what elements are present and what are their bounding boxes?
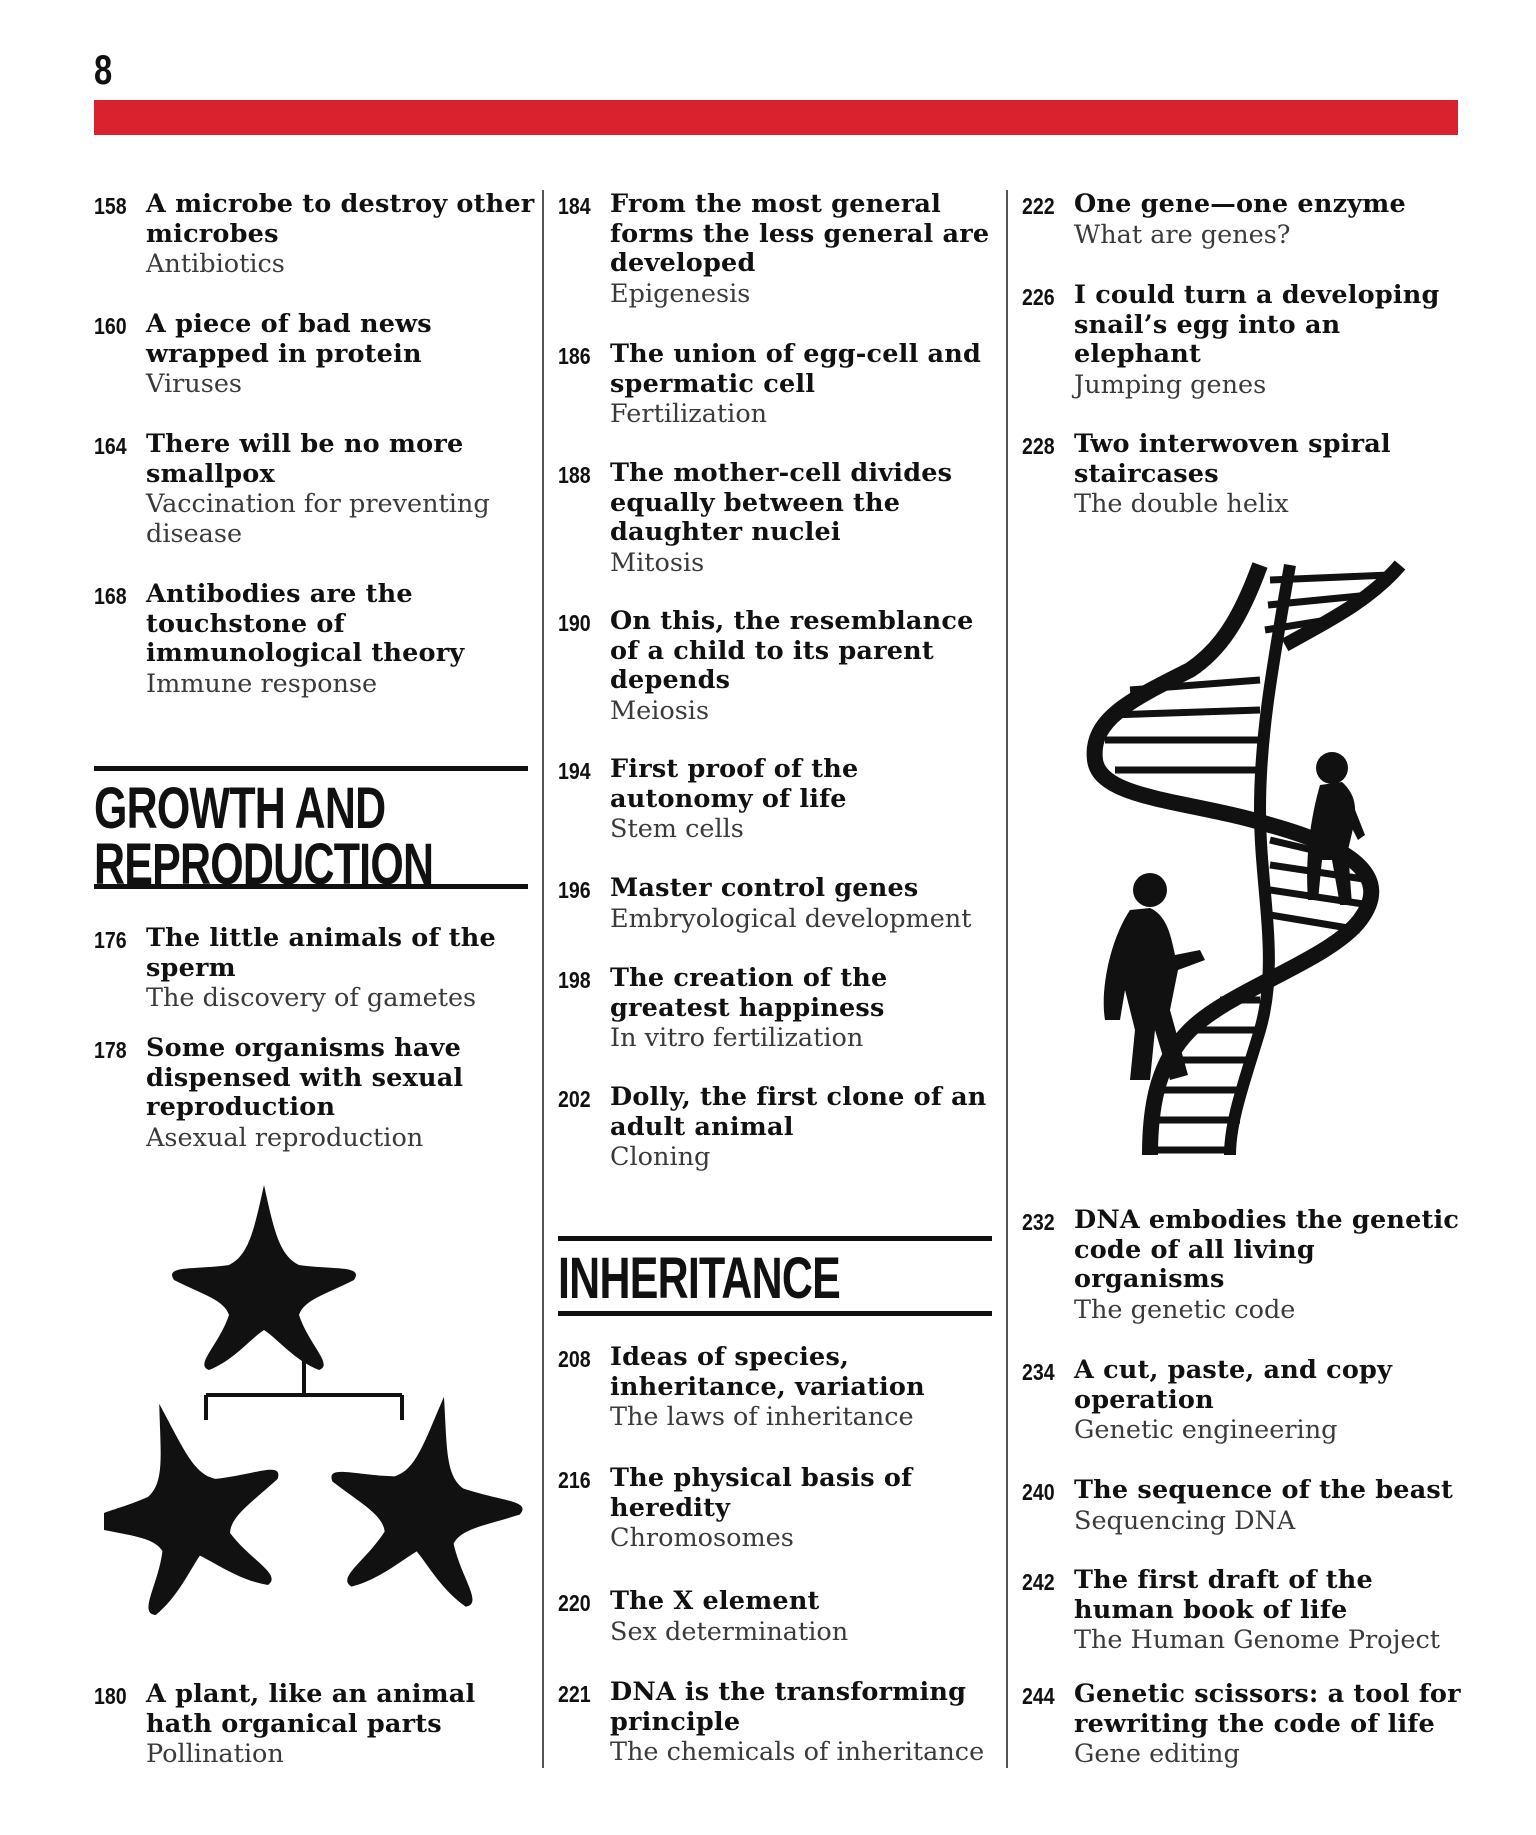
entry-title: The union of egg-cell and spermatic cell bbox=[610, 339, 982, 399]
entry-page-number: 186 bbox=[558, 343, 591, 369]
toc-entry[interactable] bbox=[558, 1678, 998, 1767]
entry-subtitle: Asexual reproduction bbox=[146, 1122, 424, 1153]
toc-entry[interactable] bbox=[1022, 1206, 1462, 1325]
entry-subtitle: Pollination bbox=[146, 1739, 284, 1769]
entry-subtitle: Epigenesis bbox=[610, 278, 751, 309]
entry-title: A cut, paste, and copy operation bbox=[1074, 1355, 1393, 1415]
entry-title: The first draft of the human book of life bbox=[1074, 1565, 1373, 1625]
toc-entry[interactable] bbox=[1022, 281, 1462, 400]
entry-subtitle: Cloning bbox=[610, 1142, 711, 1172]
entry-subtitle: Sex determination bbox=[610, 1616, 849, 1647]
entry-page-number: 226 bbox=[1022, 284, 1055, 310]
toc-entry[interactable] bbox=[94, 580, 534, 699]
entry-page-number: 208 bbox=[558, 1346, 591, 1372]
entry-title: A piece of bad news wrapped in protein bbox=[146, 309, 432, 369]
entry-page-number: 180 bbox=[94, 1683, 127, 1709]
toc-entry[interactable] bbox=[558, 340, 998, 429]
entry-subtitle: Vaccination for preventing disease bbox=[146, 489, 490, 549]
entry-title: Master control genes bbox=[610, 873, 919, 903]
entry-subtitle: Antibiotics bbox=[146, 249, 285, 279]
starfish-illustration bbox=[104, 1180, 524, 1630]
entry-title: Genetic scissors: a tool for rewriting the code of life bbox=[1074, 1679, 1461, 1739]
toc-entry[interactable] bbox=[94, 924, 534, 1013]
section-heading-growth-and-reproduction bbox=[94, 766, 528, 897]
entry-page-number: 240 bbox=[1022, 1479, 1055, 1505]
entry-page-number: 222 bbox=[1022, 193, 1055, 219]
header-red-bar bbox=[94, 100, 1458, 135]
toc-entry[interactable] bbox=[558, 964, 998, 1053]
toc-entry[interactable] bbox=[558, 1083, 998, 1172]
entry-title: Two interwoven spiral staircases bbox=[1074, 429, 1391, 489]
toc-entry[interactable] bbox=[1022, 190, 1462, 250]
entry-subtitle: In vitro fertilization bbox=[610, 1023, 864, 1053]
entry-page-number: 164 bbox=[94, 433, 127, 459]
entry-subtitle: Stem cells bbox=[610, 814, 744, 844]
column-divider bbox=[542, 190, 544, 1768]
entry-title: The X element bbox=[610, 1586, 820, 1616]
entry-title: First proof of the autonomy of life bbox=[610, 754, 859, 814]
entry-subtitle: The Human Genome Project bbox=[1074, 1625, 1441, 1655]
entry-subtitle: The genetic code bbox=[1074, 1294, 1296, 1325]
entry-page-number: 158 bbox=[94, 193, 127, 219]
toc-entry[interactable] bbox=[1022, 1566, 1462, 1655]
entry-subtitle: Embryological development bbox=[610, 903, 972, 934]
toc-entry[interactable] bbox=[94, 1034, 534, 1153]
entry-title: A plant, like an animal hath organical parts bbox=[146, 1679, 476, 1739]
entry-title: On this, the resemblance of a child to its parent depends bbox=[610, 606, 974, 695]
entry-page-number: 194 bbox=[558, 758, 591, 784]
entry-page-number: 220 bbox=[558, 1590, 591, 1616]
entry-page-number: 190 bbox=[558, 610, 591, 636]
entry-page-number: 168 bbox=[94, 583, 127, 609]
entry-page-number: 184 bbox=[558, 193, 591, 219]
entry-page-number: 234 bbox=[1022, 1359, 1055, 1385]
entry-page-number: 196 bbox=[558, 877, 591, 903]
entry-subtitle: The laws of inheritance bbox=[610, 1402, 914, 1432]
toc-entry[interactable] bbox=[1022, 1476, 1462, 1536]
toc-entry[interactable] bbox=[94, 430, 534, 549]
toc-entry[interactable] bbox=[94, 310, 534, 399]
toc-entry[interactable] bbox=[558, 1343, 998, 1432]
page-number: 8 bbox=[94, 46, 112, 93]
dna-staircase-illustration bbox=[1070, 560, 1440, 1160]
entry-title: The little animals of the sperm bbox=[146, 923, 496, 983]
entry-subtitle: Sequencing DNA bbox=[1074, 1505, 1296, 1536]
entry-page-number: 202 bbox=[558, 1086, 591, 1112]
entry-title: There will be no more smallpox bbox=[146, 429, 464, 489]
entry-subtitle: Jumping genes bbox=[1074, 369, 1267, 400]
toc-entry[interactable] bbox=[94, 190, 534, 279]
toc-entry[interactable] bbox=[558, 459, 998, 578]
toc-entry[interactable] bbox=[558, 190, 998, 309]
entry-subtitle: Meiosis bbox=[610, 695, 710, 726]
entry-title: Antibodies are the touchstone of immunological theory bbox=[146, 579, 465, 668]
entry-page-number: 160 bbox=[94, 313, 127, 339]
entry-title: DNA embodies the genetic code of all living organisms bbox=[1074, 1205, 1460, 1294]
entry-title: A microbe to destroy other microbes bbox=[146, 189, 535, 249]
entry-subtitle: The chemicals of inheritance bbox=[610, 1737, 985, 1767]
toc-entry[interactable] bbox=[558, 1464, 998, 1553]
toc-entry[interactable] bbox=[1022, 430, 1462, 519]
entry-page-number: 242 bbox=[1022, 1569, 1055, 1595]
entry-page-number: 198 bbox=[558, 967, 591, 993]
entry-page-number: 244 bbox=[1022, 1683, 1055, 1709]
entry-subtitle: The double helix bbox=[1074, 489, 1289, 519]
toc-entry[interactable] bbox=[94, 1680, 534, 1769]
entry-page-number: 232 bbox=[1022, 1209, 1055, 1235]
toc-entry[interactable] bbox=[558, 1587, 998, 1647]
entry-title: Ideas of species, inheritance, variation bbox=[610, 1342, 925, 1402]
entry-subtitle: Immune response bbox=[146, 668, 378, 699]
entry-page-number: 221 bbox=[558, 1681, 591, 1707]
entry-title: The creation of the greatest happiness bbox=[610, 963, 888, 1023]
entry-page-number: 178 bbox=[94, 1037, 127, 1063]
entry-subtitle: The discovery of gametes bbox=[146, 983, 477, 1013]
entry-title: Dolly, the first clone of an adult animal bbox=[610, 1082, 987, 1142]
entry-title: One gene—one enzyme bbox=[1074, 189, 1406, 219]
entry-page-number: 228 bbox=[1022, 433, 1055, 459]
section-title: INHERITANCE bbox=[558, 1246, 840, 1311]
entry-title: The mother-cell divides equally between the daughter nuclei bbox=[610, 458, 953, 547]
section-title-line: REPRODUCTION bbox=[94, 832, 434, 897]
entry-title: From the most general forms the less general are developed bbox=[610, 189, 990, 278]
entry-title: The physical basis of heredity bbox=[610, 1463, 913, 1523]
entry-subtitle: Chromosomes bbox=[610, 1523, 794, 1553]
section-title-line: GROWTH AND bbox=[94, 776, 386, 841]
entry-subtitle: Viruses bbox=[146, 369, 242, 399]
toc-entry[interactable] bbox=[558, 607, 998, 726]
entry-subtitle: Fertilization bbox=[610, 399, 768, 429]
entry-page-number: 216 bbox=[558, 1467, 591, 1493]
entry-subtitle: Gene editing bbox=[1074, 1739, 1240, 1769]
toc-entry[interactable] bbox=[1022, 1680, 1462, 1769]
toc-entry[interactable] bbox=[558, 755, 998, 844]
entry-subtitle: What are genes? bbox=[1074, 219, 1291, 250]
entry-title: DNA is the transforming principle bbox=[610, 1677, 967, 1737]
entry-page-number: 188 bbox=[558, 462, 591, 488]
column-divider bbox=[1006, 190, 1008, 1768]
entry-title: I could turn a developing snail’s egg into an elephant bbox=[1074, 280, 1440, 369]
entry-title: The sequence of the beast bbox=[1074, 1475, 1453, 1505]
entry-page-number: 176 bbox=[94, 927, 127, 953]
entry-subtitle: Mitosis bbox=[610, 547, 705, 578]
toc-entry[interactable] bbox=[558, 874, 998, 934]
entry-subtitle: Genetic engineering bbox=[1074, 1415, 1338, 1445]
entry-title: Some organisms have dispensed with sexual reproduction bbox=[146, 1033, 464, 1122]
section-heading-inheritance bbox=[558, 1236, 992, 1316]
toc-entry[interactable] bbox=[1022, 1356, 1462, 1445]
